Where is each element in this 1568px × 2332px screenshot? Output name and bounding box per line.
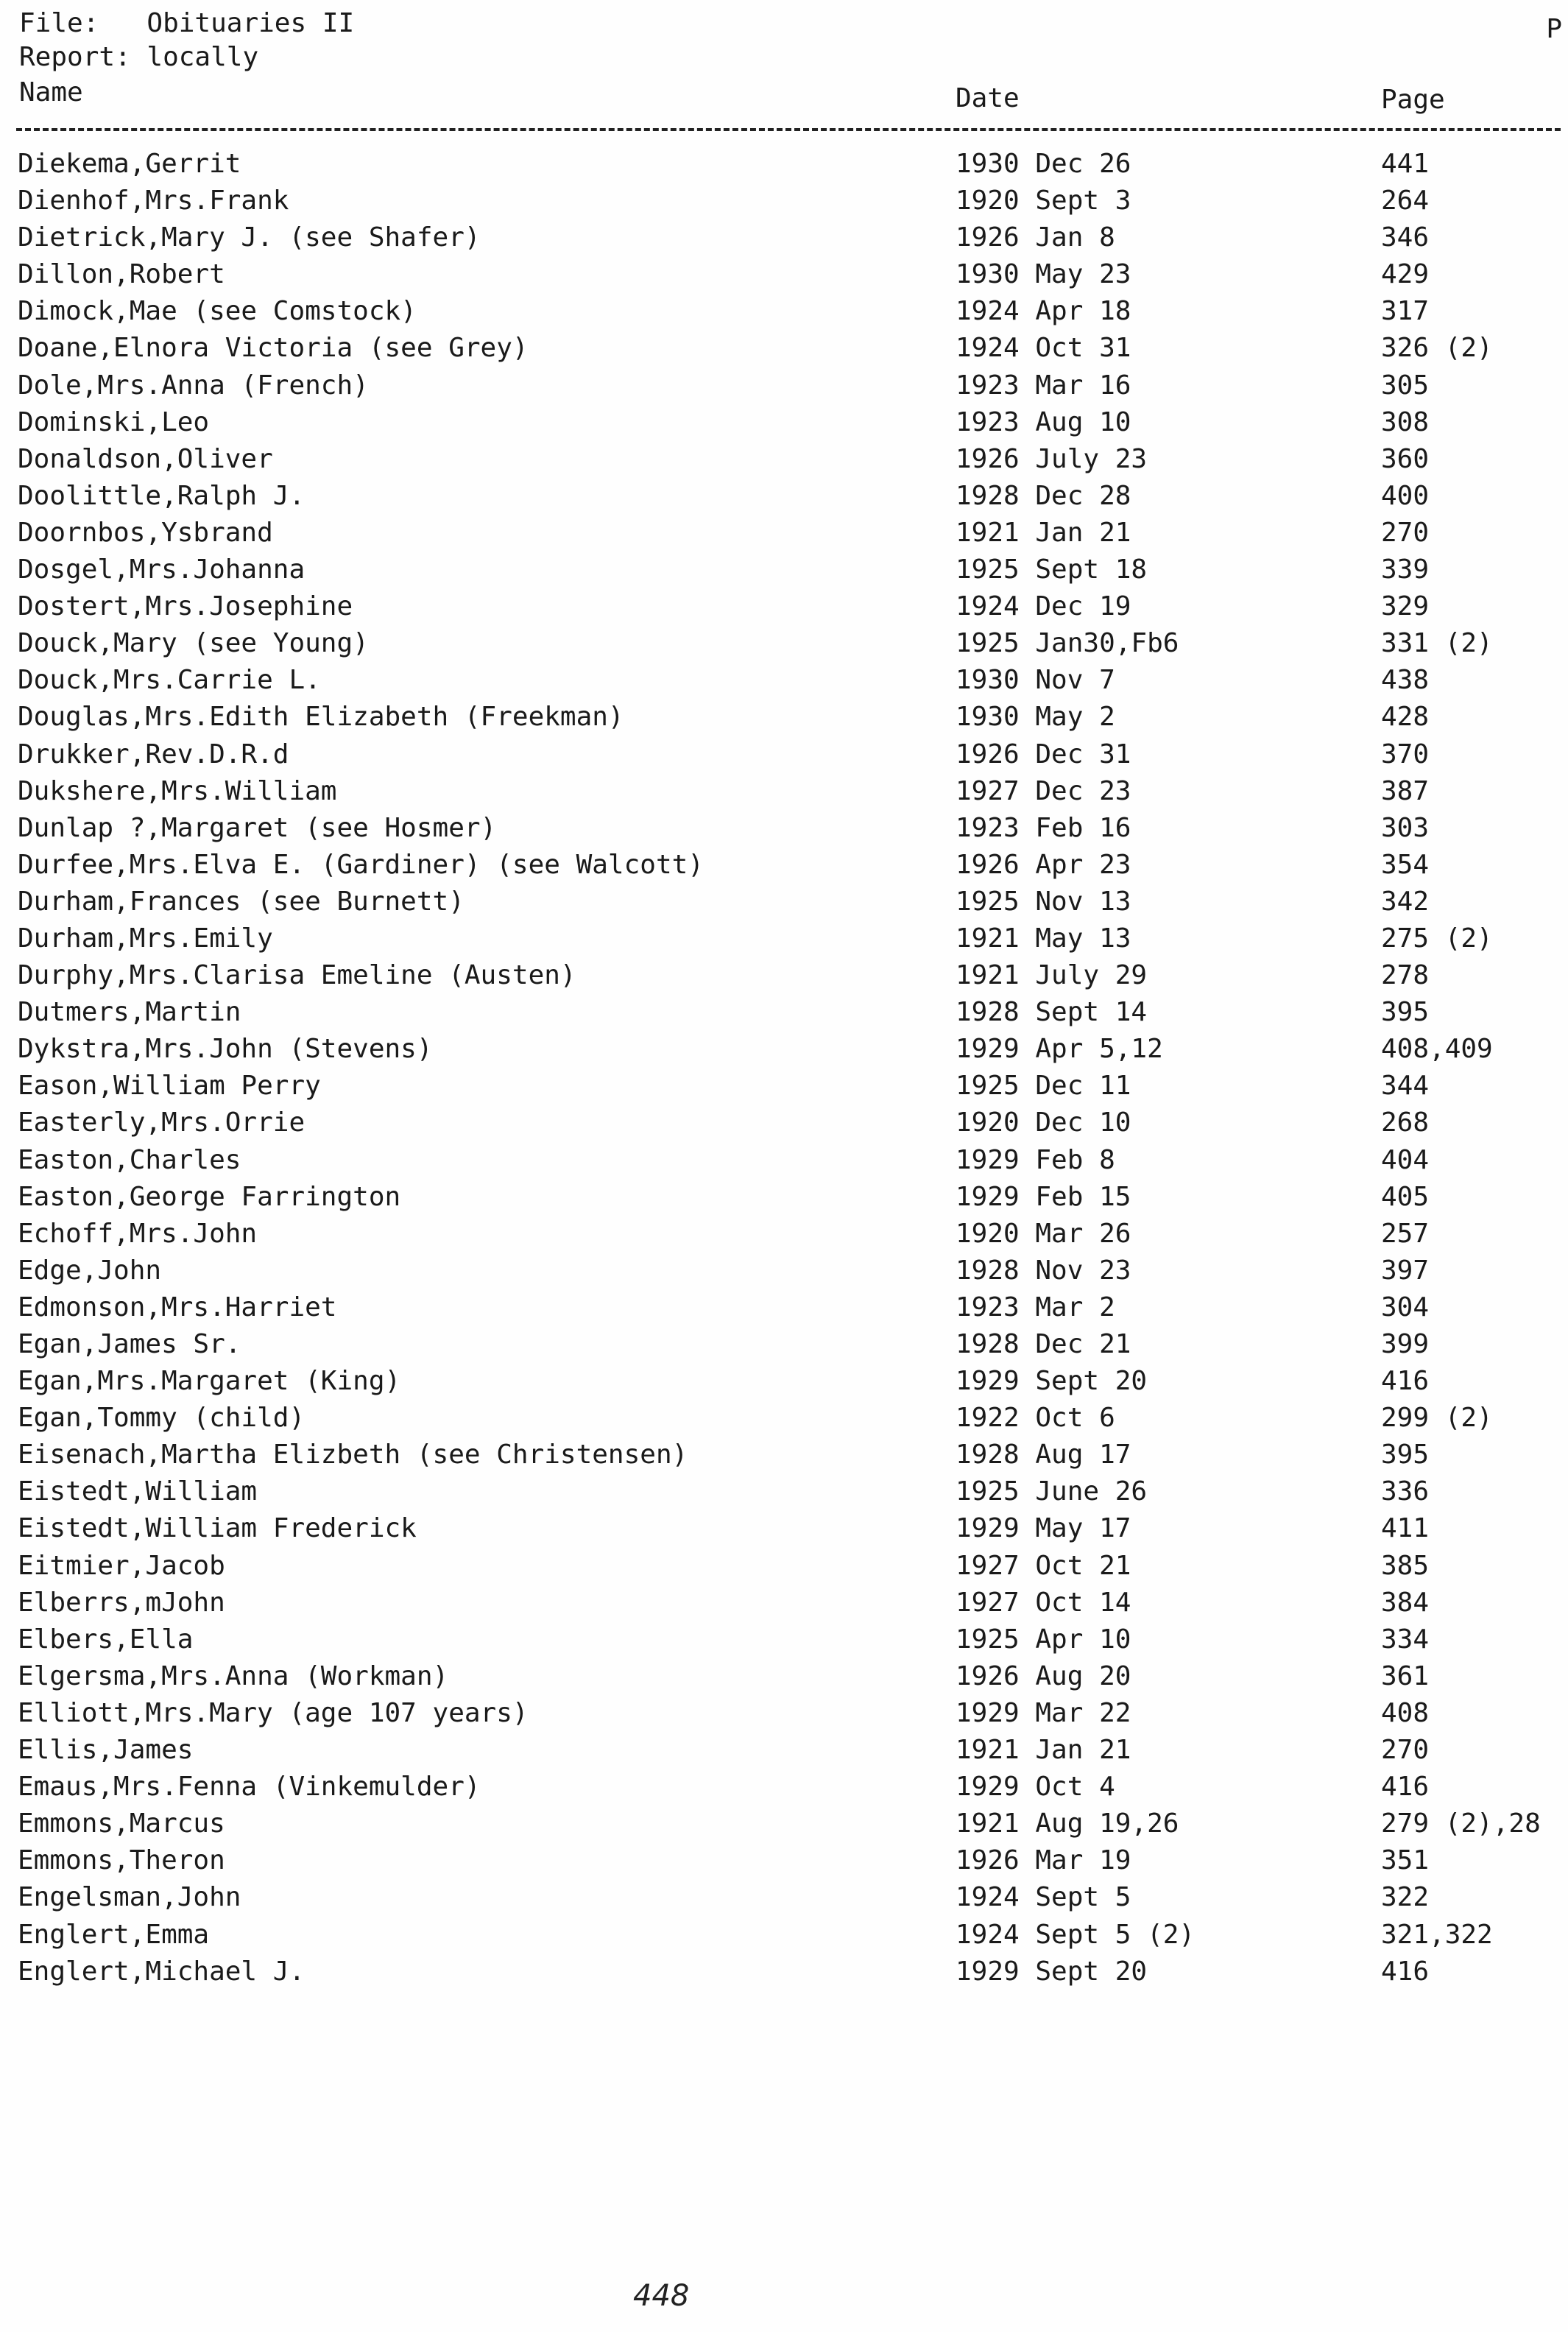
- entry-page: 429: [1381, 259, 1430, 290]
- entry-date: 1928 Aug 17: [956, 1440, 1131, 1470]
- entry-date: 1923 Feb 16: [956, 812, 1131, 843]
- entry-date: 1927 Dec 23: [956, 775, 1131, 806]
- entry-name: Elberrs,mJohn: [18, 1587, 225, 1618]
- entry-date: 1921 May 13: [956, 923, 1131, 954]
- entry-page: 321,322: [1381, 1919, 1493, 1950]
- entry-date: 1921 Jan 21: [956, 517, 1131, 548]
- list-item: [0, 1405, 1568, 1442]
- entry-page: 416: [1381, 1956, 1430, 1987]
- entry-date: 1926 Apr 23: [956, 849, 1131, 880]
- entry-page: 331 (2): [1381, 628, 1493, 659]
- entry-name: Diekema,Gerrit: [18, 149, 241, 179]
- obituary-list: [0, 151, 1568, 1995]
- entry-name: Dole,Mrs.Anna (French): [18, 370, 369, 401]
- list-item: [0, 1218, 1568, 1258]
- entry-date: 1921 July 29: [956, 960, 1148, 991]
- list-item: [0, 667, 1568, 704]
- list-item: [0, 1368, 1568, 1405]
- list-item: [0, 1737, 1568, 1774]
- list-item: [0, 704, 1568, 741]
- entry-date: 1926 Jan 8: [956, 222, 1115, 253]
- entry-name: Dukshere,Mrs.William: [18, 775, 337, 806]
- entry-date: 1920 Dec 10: [956, 1107, 1131, 1138]
- entry-name: Echoff,Mrs.John: [18, 1218, 258, 1249]
- entry-name: Dietrick,Mary J. (see Shafer): [18, 222, 481, 253]
- list-item: [0, 999, 1568, 1036]
- entry-name: Eason,William Perry: [18, 1071, 321, 1102]
- entry-page: 404: [1381, 1144, 1430, 1175]
- list-item: [0, 1476, 1568, 1515]
- column-header-date: Date: [956, 83, 1020, 113]
- list-item: [0, 1808, 1568, 1847]
- entry-date: 1923 Aug 10: [956, 406, 1131, 437]
- entry-name: Dutmers,Martin: [18, 997, 241, 1028]
- entry-page: 308: [1381, 406, 1430, 437]
- entry-page: 385: [1381, 1550, 1430, 1581]
- report-label: Report:: [19, 42, 131, 72]
- entry-page: 334: [1381, 1624, 1430, 1655]
- entry-page: 329: [1381, 591, 1430, 622]
- file-line: [19, 10, 354, 37]
- handwritten-page-number: 448: [633, 2279, 690, 2313]
- entry-date: 1926 Mar 19: [956, 1845, 1131, 1876]
- list-item: [0, 1697, 1568, 1737]
- list-item: [0, 406, 1568, 446]
- list-item: [0, 1073, 1568, 1110]
- entry-page: 279 (2),28: [1381, 1808, 1541, 1839]
- list-item: [0, 962, 1568, 999]
- entry-page: 303: [1381, 812, 1430, 843]
- list-item: [0, 443, 1568, 483]
- entry-page: 395: [1381, 997, 1430, 1028]
- report-value: locally: [146, 42, 259, 72]
- column-header-page: Page: [1381, 85, 1445, 115]
- entry-page: 438: [1381, 665, 1430, 696]
- entry-page: 264: [1381, 186, 1430, 216]
- list-item: [0, 222, 1568, 261]
- entry-name: Edge,John: [18, 1255, 162, 1286]
- list-item: [0, 1624, 1568, 1663]
- entry-date: 1928 Nov 23: [956, 1255, 1131, 1286]
- entry-date: 1924 Sept 5 (2): [956, 1919, 1196, 1950]
- entry-date: 1929 Mar 22: [956, 1697, 1131, 1728]
- entry-name: Ellis,James: [18, 1735, 194, 1766]
- list-item: [0, 261, 1568, 298]
- entry-page: 416: [1381, 1366, 1430, 1397]
- entry-date: 1920 Mar 26: [956, 1218, 1131, 1249]
- entry-page: 317: [1381, 296, 1430, 327]
- entry-page: 336: [1381, 1476, 1430, 1507]
- entry-date: 1927 Oct 21: [956, 1550, 1131, 1581]
- entry-name: Eisenach,Martha Elizbeth (see Christensen): [18, 1440, 688, 1470]
- list-item: [0, 554, 1568, 593]
- entry-date: 1928 Dec 28: [956, 480, 1131, 511]
- entry-page: 416: [1381, 1772, 1430, 1803]
- entry-name: Douck,Mary (see Young): [18, 628, 369, 659]
- entry-name: Elgersma,Mrs.Anna (Workman): [18, 1660, 449, 1691]
- report-line: [19, 44, 258, 71]
- entry-page: 397: [1381, 1255, 1430, 1286]
- list-item: [0, 775, 1568, 815]
- list-item: [0, 1587, 1568, 1627]
- entry-page: 351: [1381, 1845, 1430, 1876]
- entry-name: Eistedt,William: [18, 1476, 258, 1507]
- entry-name: Dostert,Mrs.Josephine: [18, 591, 353, 622]
- entry-page: 339: [1381, 554, 1430, 585]
- entry-date: 1930 May 23: [956, 259, 1131, 290]
- entry-page: 395: [1381, 1440, 1430, 1470]
- list-item: [0, 630, 1568, 667]
- list-item: [0, 1774, 1568, 1811]
- entry-date: 1926 Aug 20: [956, 1660, 1131, 1691]
- entry-name: Dienhof,Mrs.Frank: [18, 186, 289, 216]
- entry-name: Dykstra,Mrs.John (Stevens): [18, 1034, 433, 1065]
- entry-page: 346: [1381, 222, 1430, 253]
- entry-name: Durham,Mrs.Emily: [18, 923, 273, 954]
- entry-date: 1924 Sept 5: [956, 1882, 1131, 1913]
- list-item: [0, 298, 1568, 335]
- entry-date: 1929 Feb 8: [956, 1144, 1115, 1175]
- list-item: [0, 593, 1568, 630]
- list-item: [0, 1331, 1568, 1368]
- entry-name: Douglas,Mrs.Edith Elizabeth (Freekman): [18, 702, 624, 733]
- entry-page: 408: [1381, 1697, 1430, 1728]
- list-item: [0, 1442, 1568, 1479]
- entry-name: Douck,Mrs.Carrie L.: [18, 665, 321, 696]
- list-item: [0, 886, 1568, 926]
- entry-page: 400: [1381, 480, 1430, 511]
- entry-date: 1925 Apr 10: [956, 1624, 1131, 1655]
- entry-page: 360: [1381, 443, 1430, 474]
- entry-name: Doornbos,Ysbrand: [18, 517, 273, 548]
- entry-page: 270: [1381, 1735, 1430, 1766]
- entry-date: 1925 Jan30,Fb6: [956, 628, 1179, 659]
- list-item: [0, 335, 1568, 372]
- entry-page: 408,409: [1381, 1034, 1493, 1065]
- entry-date: 1920 Sept 3: [956, 186, 1131, 216]
- list-item: [0, 849, 1568, 889]
- entry-page: 441: [1381, 149, 1430, 179]
- entry-name: Donaldson,Oliver: [18, 443, 273, 474]
- list-item: [0, 480, 1568, 520]
- entry-date: 1923 Mar 2: [956, 1292, 1115, 1322]
- entry-page: 304: [1381, 1292, 1430, 1322]
- entry-date: 1924 Apr 18: [956, 296, 1131, 327]
- list-item: [0, 1919, 1568, 1959]
- entry-page: 322: [1381, 1882, 1430, 1913]
- entry-name: Dimock,Mae (see Comstock): [18, 296, 417, 327]
- entry-page: 275 (2): [1381, 923, 1493, 954]
- entry-date: 1928 Dec 21: [956, 1329, 1131, 1359]
- entry-date: 1924 Oct 31: [956, 333, 1131, 364]
- entry-name: Emmons,Theron: [18, 1845, 225, 1876]
- entry-name: Emaus,Mrs.Fenna (Vinkemulder): [18, 1772, 481, 1803]
- list-item: [0, 1550, 1568, 1590]
- entry-name: Edmonson,Mrs.Harriet: [18, 1292, 337, 1322]
- list-item: [0, 517, 1568, 557]
- entry-date: 1929 Sept 20: [956, 1366, 1148, 1397]
- list-item: [0, 1144, 1568, 1184]
- entry-date: 1921 Aug 19,26: [956, 1808, 1179, 1839]
- entry-page: 399: [1381, 1329, 1430, 1359]
- entry-name: Durphy,Mrs.Clarisa Emeline (Austen): [18, 960, 576, 991]
- entry-name: Durfee,Mrs.Elva E. (Gardiner) (see Walcott): [18, 849, 704, 880]
- list-item: [0, 1107, 1568, 1146]
- entry-name: Engelsman,John: [18, 1882, 241, 1913]
- entry-date: 1925 June 26: [956, 1476, 1148, 1507]
- list-item: [0, 1884, 1568, 1921]
- entry-name: Eistedt,William Frederick: [18, 1513, 417, 1544]
- entry-page: 278: [1381, 960, 1430, 991]
- list-item: [0, 188, 1568, 225]
- entry-date: 1925 Sept 18: [956, 554, 1148, 585]
- entry-page: 270: [1381, 517, 1430, 548]
- entry-date: 1930 May 2: [956, 702, 1115, 733]
- entry-name: Egan,Tommy (child): [18, 1403, 306, 1434]
- entry-name: Durham,Frances (see Burnett): [18, 886, 465, 917]
- entry-name: Dunlap ?,Margaret (see Hosmer): [18, 812, 497, 843]
- list-item: [0, 1847, 1568, 1884]
- cropped-edge-letter: P: [1546, 14, 1562, 44]
- list-item: [0, 1036, 1568, 1073]
- entry-page: 344: [1381, 1071, 1430, 1102]
- list-item: [0, 741, 1568, 778]
- list-item: [0, 923, 1568, 962]
- list-item: [0, 151, 1568, 188]
- entry-date: 1922 Oct 6: [956, 1403, 1115, 1434]
- entry-date: 1927 Oct 14: [956, 1587, 1131, 1618]
- entry-page: 405: [1381, 1181, 1430, 1212]
- entry-date: 1924 Dec 19: [956, 591, 1131, 622]
- entry-page: 361: [1381, 1660, 1430, 1691]
- column-header-name: Name: [19, 77, 83, 108]
- entry-name: Dillon,Robert: [18, 259, 225, 290]
- entry-date: 1929 Oct 4: [956, 1772, 1115, 1803]
- entry-name: Easton,George Farrington: [18, 1181, 401, 1212]
- entry-name: Egan,Mrs.Margaret (King): [18, 1366, 401, 1397]
- entry-date: 1929 May 17: [956, 1513, 1131, 1544]
- entry-name: Drukker,Rev.D.R.d: [18, 739, 289, 769]
- entry-page: 326 (2): [1381, 333, 1493, 364]
- entry-date: 1929 Apr 5,12: [956, 1034, 1163, 1065]
- entry-page: 384: [1381, 1587, 1430, 1618]
- entry-date: 1929 Sept 20: [956, 1956, 1148, 1987]
- entry-name: Doane,Elnora Victoria (see Grey): [18, 333, 529, 364]
- entry-date: 1925 Dec 11: [956, 1071, 1131, 1102]
- file-label: File:: [19, 8, 99, 38]
- list-item: [0, 1515, 1568, 1552]
- entry-name: Easton,Charles: [18, 1144, 241, 1175]
- entry-name: Emmons,Marcus: [18, 1808, 225, 1839]
- list-item: [0, 1255, 1568, 1294]
- entry-page: 428: [1381, 702, 1430, 733]
- entry-name: Elliott,Mrs.Mary (age 107 years): [18, 1697, 529, 1728]
- entry-name: Doolittle,Ralph J.: [18, 480, 306, 511]
- entry-date: 1928 Sept 14: [956, 997, 1148, 1028]
- list-item: [0, 1956, 1568, 1995]
- entry-date: 1923 Mar 16: [956, 370, 1131, 401]
- entry-page: 387: [1381, 775, 1430, 806]
- entry-name: Dosgel,Mrs.Johanna: [18, 554, 306, 585]
- entry-page: 257: [1381, 1218, 1430, 1249]
- entry-date: 1930 Dec 26: [956, 149, 1131, 179]
- entry-name: Englert,Emma: [18, 1919, 210, 1950]
- entry-page: 354: [1381, 849, 1430, 880]
- entry-name: Eitmier,Jacob: [18, 1550, 225, 1581]
- entry-date: 1930 Nov 7: [956, 665, 1115, 696]
- entry-date: 1925 Nov 13: [956, 886, 1131, 917]
- list-item: [0, 812, 1568, 852]
- entry-page: 370: [1381, 739, 1430, 769]
- entry-page: 299 (2): [1381, 1403, 1493, 1434]
- list-item: [0, 1181, 1568, 1221]
- entry-page: 305: [1381, 370, 1430, 401]
- list-item: [0, 370, 1568, 409]
- list-item: [0, 1294, 1568, 1331]
- entry-date: 1929 Feb 15: [956, 1181, 1131, 1212]
- entry-name: Egan,James Sr.: [18, 1329, 241, 1359]
- entry-page: 411: [1381, 1513, 1430, 1544]
- entry-date: 1926 July 23: [956, 443, 1148, 474]
- entry-page: 268: [1381, 1107, 1430, 1138]
- entry-name: Easterly,Mrs.Orrie: [18, 1107, 306, 1138]
- header-dashed-rule: [16, 128, 1561, 131]
- entry-date: 1921 Jan 21: [956, 1735, 1131, 1766]
- file-value: Obituaries II: [146, 8, 355, 38]
- entry-name: Dominski,Leo: [18, 406, 210, 437]
- list-item: [0, 1660, 1568, 1700]
- entry-date: 1926 Dec 31: [956, 739, 1131, 769]
- entry-name: Englert,Michael J.: [18, 1956, 306, 1987]
- entry-page: 342: [1381, 886, 1430, 917]
- entry-name: Elbers,Ella: [18, 1624, 194, 1655]
